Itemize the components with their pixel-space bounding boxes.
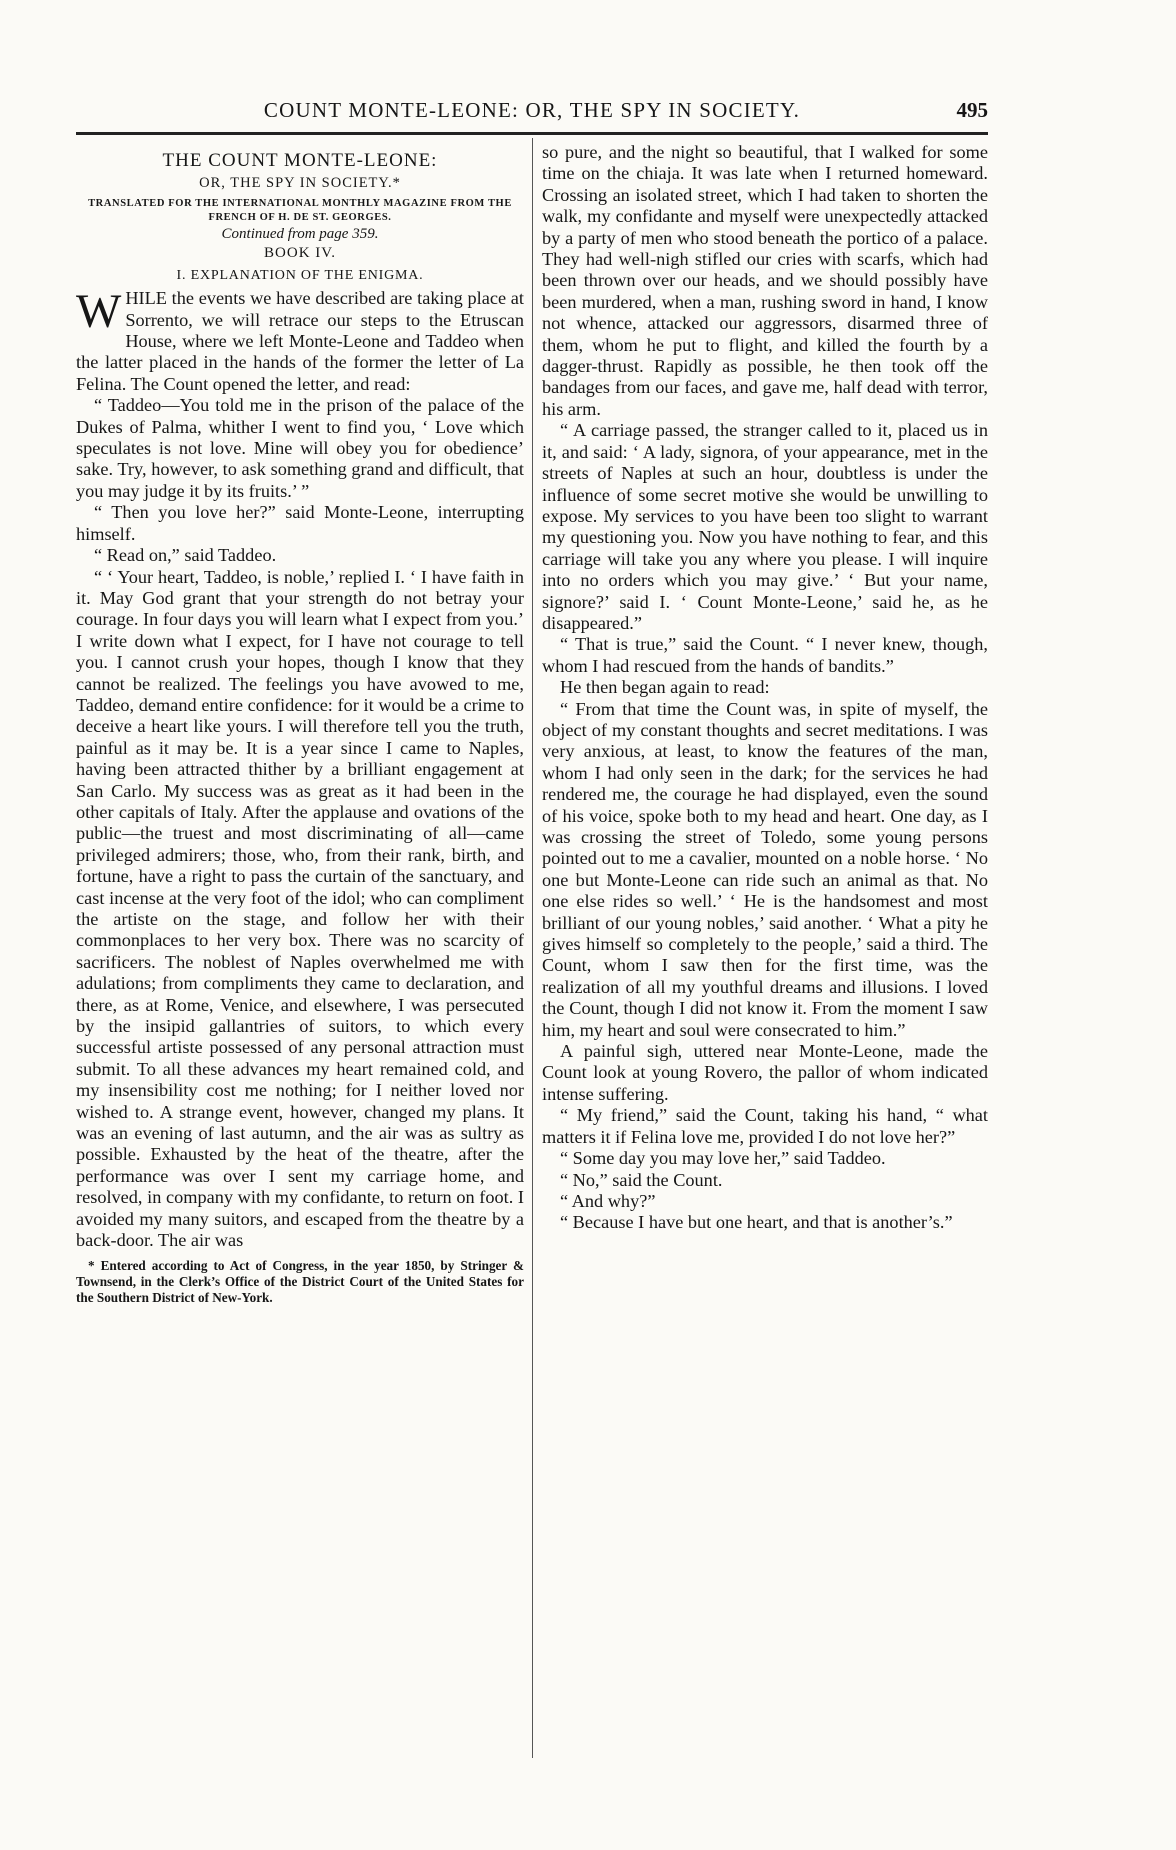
paragraph: “ Read on,” said Taddeo. [94, 545, 277, 566]
paragraph: “ Then you love her?” said Monte-Leone, interrupting himself. [76, 502, 524, 544]
page-number: 495 [956, 98, 988, 122]
translation-note: TRANSLATED FOR THE INTERNATIONAL MONTHLY MAGAZINE FROM THE FRENCH OF H. DE ST. GEORGES. [88, 197, 512, 223]
paragraph: A painful sigh, uttered near Monte-Leone, made the Count look at young Rovero, the pallor of whom indicated intense suffering. [542, 1041, 988, 1104]
paragraph: “ My friend,” said the Count, taking his hand, “ what matters it if Felina love me, provided I do not love her?” [542, 1105, 988, 1147]
paragraph: He then began again to read: [560, 677, 770, 698]
copyright-footnote: * Entered according to Act of Congress, in the year 1850, by Stringer & Townsend, in the Clerk’s Office of the District Court of the United States for the Southern District of New-York. [76, 1257, 524, 1305]
article-title: THE COUNT MONTE-LEONE: [162, 150, 438, 171]
paragraph: so pure, and the night so beautiful, that I walked for some time on the chiaja. It was late when I returned homeward. Crossing an isolated street, which I had taken to shorten the walk, my confidante and myself were unexpectedly attacked by a party of men who stood beneath the portico of a palace. They had well-nigh stifled our cries with scarfs, which had been thrown over our heads, and we should possibly have been murdered, when a man, rushing sword in hand, I know not whence, attacked our aggressors, disarmed three of them, whom he put to flight, and killed the fourth by a dagger-thrust. Rapidly as possible, he then took off the bandages from our faces, and gave me, half dead with terror, his arm. [542, 142, 988, 419]
paragraph: “ A carriage passed, the stranger called to it, placed us in it, and said: ‘ A lady, signora, of your appearance, met in the streets of Naples at such an hour, doubtless is under the influence of some secret motive she would be unwilling to expose. My services to you have been too slight to warrant my questioning you. Now you have nothing to fear, and this carriage will take you any where you please. I will inquire into no orders which you may give.’ ‘ But your name, signore?’ said I. ‘ Count Monte-Leone,’ said he, as he disappeared.” [542, 420, 988, 633]
paragraph [76, 285, 524, 395]
left-column [76, 142, 524, 1306]
running-title: COUNT MONTE-LEONE: OR, THE SPY IN SOCIETY. [263, 98, 801, 122]
continued-note: Continued from page 359. [221, 225, 379, 242]
article-subtitle: OR, THE SPY IN SOCIETY.* [199, 175, 401, 192]
paragraph: “ No,” said the Count. [560, 1169, 723, 1190]
paragraph: “ From that time the Count was, in spite of myself, the object of my constant thoughts and secret meditations. I was very anxious, at least, to know the features of the man, whom I had only seen in the dark; for the services he had rendered me, the courage he had displayed, even the sound of his voice, spoke both to my head and heart. One day, as I was crossing the street of Toledo, some young persons pointed out to me a cavalier, mounted on a noble horse. ‘ No one but Monte-Leone can ride such an animal as that. No one else rides so well.’ ‘ He is the handsomest and most brilliant of our young nobles,’ said another. ‘ What a pity he gives himself so completely to the people,’ said a third. The Count, whom I saw then for the first time, was the realization of all my youthful dreams and illusions. I loved the Count, though I did not know it. From the moment I saw him, my heart and soul were consecrated to him.” [542, 698, 988, 1040]
paragraph-text: HILE the events we have described are taking place at Sorrento, we will retrace our steps to the Etruscan House, where we left Monte-Leone and Taddeo when the latter placed in the hands of the former the letter of La Felina. The Count opened the letter, and read: [76, 288, 524, 394]
column-divider [532, 138, 533, 1758]
paragraph: “ Taddeo—You told me in the prison of the palace of the Dukes of Palma, whither I went to find you, ‘ Love which speculates is not love. Mine will obey you for obedience’ sake. Try, however, to ask something grand and difficult, that you may judge it by its fruits.’ ” [76, 395, 524, 501]
header-rule [76, 132, 988, 135]
paragraph: “ ‘ Your heart, Taddeo, is noble,’ replied I. ‘ I have faith in it. May God grant that your strength do not betray your courage. In four days you will learn what I expect from you.’ I write down what I expect, for I have not courage to tell you. I cannot crush your hopes, though I know that they cannot be realized. The feelings you have avowed to me, Taddeo, demand entire confidence: for it would be a crime to deceive a heart like yours. I will therefore tell you the truth, painful as it may be. It is a year since I came to Naples, having been attracted thither by a brilliant engagement at San Carlo. My success was as great as it had been in the other capitals of Italy. After the applause and ovations of the public—the truest and most discriminating of all—came privileged admirers; those, who, from their rank, birth, and fortune, have a right to pass the curtain of the sanctuary, and cast incense at the very foot of the idol; who can compliment the artiste on the stage, and follow her with their commonplaces to her very box. There was no scarcity of sacrificers. The noblest of Naples overwhelmed me with adulations; from compliments they came to declaration, and there, as at Rome, Venice, and elsewhere, I was persecuted by the insipid gallantries of suitors, to which every successful artiste possessed of any personal attraction must submit. To all these advances my heart remained cold, and my insensibility cost me nothing; for I neither loved nor wished to. A strange event, however, changed my plans. It was an evening of last autumn, and the air was as sultry as possible. Exhausted by the heat of the theatre, after the performance was over I sent my carriage home, and resolved, in company with my confidante, to return on foot. I avoided my many suitors, and escaped from the theatre by a back-door. The air was [76, 566, 524, 1251]
paragraph: “ Some day you may love her,” said Taddeo. [560, 1148, 886, 1169]
paragraph: “ And why?” [560, 1190, 656, 1211]
paragraph: “ That is true,” said the Count. “ I never knew, though, whom I had rescued from the hands of bandits.” [542, 634, 988, 676]
paragraph: “ Because I have but one heart, and that is another’s.” [560, 1212, 953, 1233]
book-heading: BOOK IV. [264, 244, 336, 261]
running-header [76, 98, 988, 132]
chapter-heading: I. EXPLANATION OF THE ENIGMA. [176, 267, 424, 283]
drop-cap: W [76, 285, 122, 339]
right-column [542, 142, 988, 1234]
